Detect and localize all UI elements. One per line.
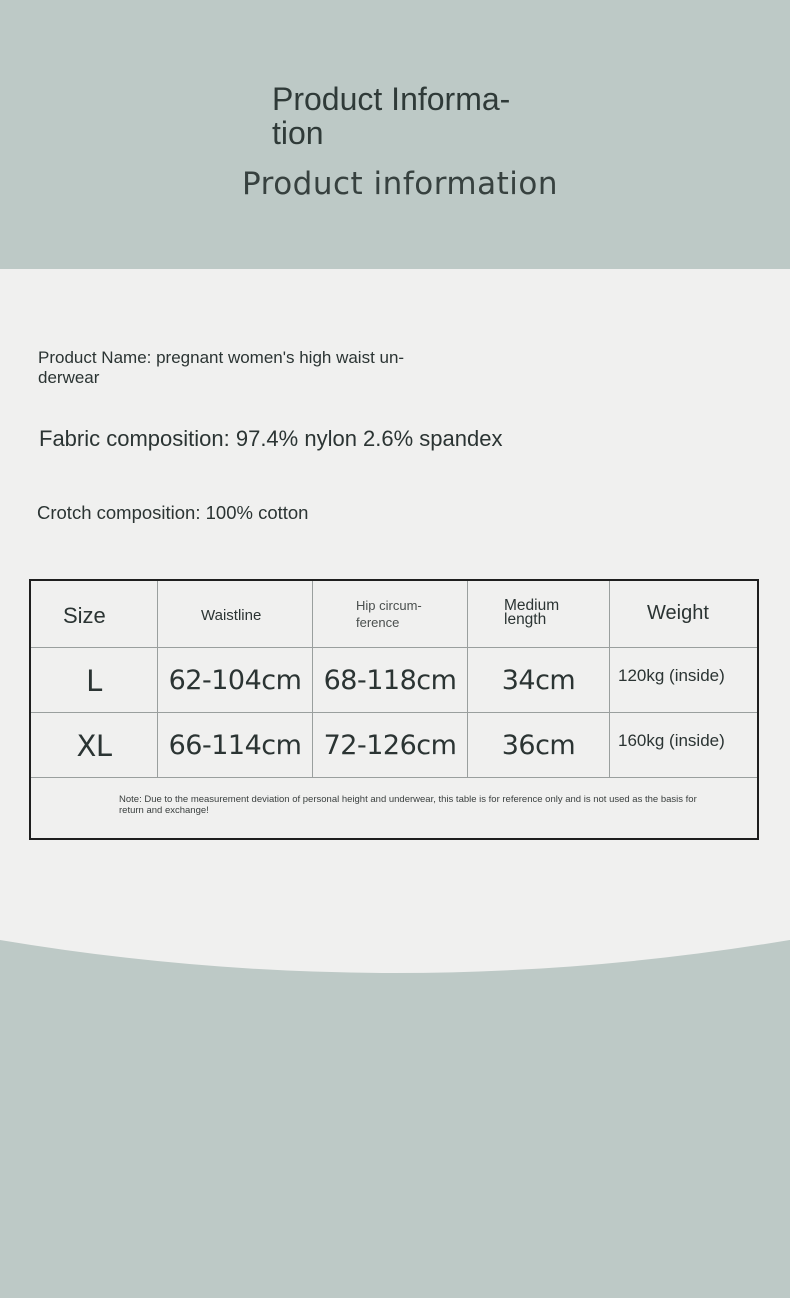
cell-length bbox=[467, 713, 609, 778]
table-note: Note: Due to the measurement deviation of personal height and underwear, this table is for reference only and is not used as the basis for return and exchange! bbox=[119, 794, 697, 816]
product-name: Product Name: pregnant women's high waist un- derwear bbox=[38, 348, 405, 387]
header-cell-size bbox=[31, 581, 157, 647]
header-hip: Hip circum- ference bbox=[356, 598, 422, 630]
bottom-decorative-arc bbox=[0, 898, 790, 1298]
size-value: L bbox=[86, 663, 102, 698]
size-value: XL bbox=[76, 728, 112, 763]
header-waistline: Waistline bbox=[201, 607, 262, 624]
cell-weight bbox=[609, 648, 757, 713]
header-cell-weight bbox=[609, 581, 757, 647]
cell-waist bbox=[157, 713, 312, 778]
header-medium-length: Medium length bbox=[504, 597, 560, 628]
header-size: Size bbox=[63, 603, 106, 628]
cell-length bbox=[467, 648, 609, 713]
table-note-row bbox=[31, 777, 757, 839]
length-value: 34cm bbox=[501, 665, 576, 696]
weight-value: 160kg (inside) bbox=[618, 731, 725, 750]
page-title: Product information bbox=[242, 166, 558, 202]
page-title-en: Product Informa- tion bbox=[272, 81, 511, 151]
weight-value: 120kg (inside) bbox=[618, 666, 725, 685]
header-cell-medium-length bbox=[467, 581, 609, 647]
hip-value: 68-118cm bbox=[323, 665, 457, 696]
table-row bbox=[31, 647, 757, 713]
size-table bbox=[29, 579, 759, 840]
header-cell-waistline bbox=[157, 581, 312, 647]
table-header-row bbox=[31, 581, 757, 647]
hip-value: 72-126cm bbox=[323, 730, 457, 761]
waist-value: 62-104cm bbox=[168, 665, 302, 696]
cell-hip bbox=[312, 648, 467, 713]
table-row bbox=[31, 712, 757, 778]
header-cell-hip bbox=[312, 581, 467, 647]
cell-weight bbox=[609, 713, 757, 778]
cell-size bbox=[31, 713, 157, 778]
cell-size bbox=[31, 648, 157, 713]
cell-waist bbox=[157, 648, 312, 713]
cell-hip bbox=[312, 713, 467, 778]
crotch-composition: Crotch composition: 100% cotton bbox=[37, 502, 309, 523]
waist-value: 66-114cm bbox=[168, 730, 302, 761]
header-weight: Weight bbox=[647, 602, 709, 624]
length-value: 36cm bbox=[501, 730, 576, 761]
fabric-composition: Fabric composition: 97.4% nylon 2.6% spandex bbox=[39, 426, 503, 451]
